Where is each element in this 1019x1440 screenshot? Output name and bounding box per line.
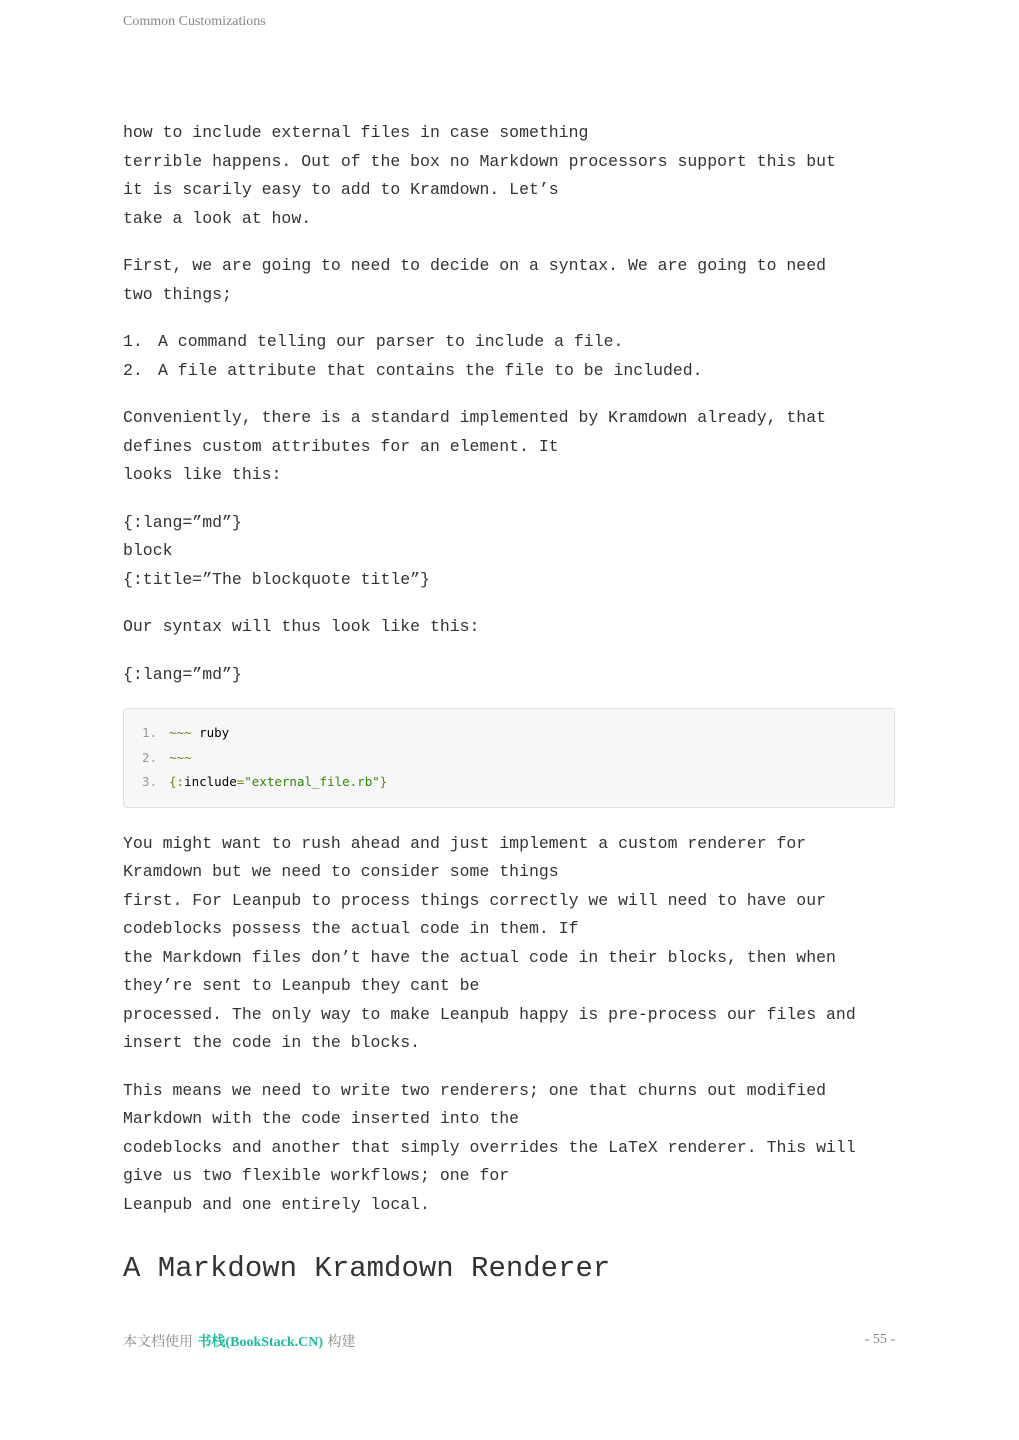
text-line: take a look at how. — [123, 208, 312, 228]
text-line: the Markdown files don’t have the actual code in their blocks, then when — [123, 947, 836, 967]
code-line — [124, 746, 894, 771]
running-header: Common Customizations — [123, 14, 266, 29]
lang-attribute-line: {:lang=”md”} — [123, 664, 242, 684]
text-line: defines custom attributes for an element. It — [123, 436, 559, 456]
code-line — [124, 770, 894, 795]
list-item — [123, 328, 895, 357]
footer-suffix: 构建 — [323, 1334, 356, 1350]
code-string: "external_file.rb" — [244, 774, 380, 789]
syntax-intro-paragraph — [123, 252, 895, 309]
code-fence: ~~~ — [169, 725, 192, 740]
list-text: A command telling our parser to include a file. — [158, 332, 624, 351]
renderers-paragraph — [123, 1077, 895, 1220]
code-text: ruby — [191, 725, 230, 740]
code-line-number: 2. — [142, 749, 158, 765]
code-brace: } — [379, 774, 388, 789]
text-line: processed. The only way to make Leanpub happy is pre-process our files and — [123, 1004, 856, 1024]
text-line: Markdown with the code inserted into the — [123, 1109, 520, 1128]
footer-credit — [123, 1331, 356, 1351]
text-line: {:title=”The blockquote title”} — [123, 569, 430, 589]
intro-paragraph — [123, 119, 895, 233]
text-line: This means we need to write two renderers; one that churns out modified — [123, 1080, 827, 1100]
text-line: codeblocks possess the actual code in them. If — [123, 919, 579, 938]
code-brace: {: — [169, 774, 185, 789]
rush-paragraph — [123, 830, 895, 1058]
code-key: include — [184, 774, 237, 789]
text-line: first. For Leanpub to process things correctly we will need to have our — [123, 890, 827, 910]
text-line: they’re sent to Leanpub they cant be — [123, 976, 480, 995]
code-line — [124, 721, 894, 746]
standard-paragraph — [123, 404, 895, 490]
text-line: Leanpub and one entirely local. — [123, 1194, 430, 1214]
text-line: You might want to rush ahead and just implement a custom renderer for — [123, 833, 807, 853]
text-line: terrible happens. Out of the box no Markdown processors support this but — [123, 151, 836, 171]
footer-prefix: 本文档使用 — [123, 1334, 198, 1350]
list-number: 1. — [123, 332, 143, 351]
section-heading: A Markdown Kramdown Renderer — [123, 1252, 611, 1285]
code-line-number: 1. — [142, 725, 158, 740]
text-line: {:lang=”md”} — [123, 512, 242, 532]
text-line: looks like this: — [123, 465, 282, 484]
text-line: give us two flexible workflows; one for — [123, 1166, 510, 1185]
text-line: First, we are going to need to decide on a syntax. We are going to need — [123, 256, 827, 275]
list-number: 2. — [123, 360, 143, 380]
text-line: how to include external files in case something — [123, 123, 589, 142]
requirements-list — [123, 328, 895, 385]
code-line-number: 3. — [142, 774, 158, 789]
text-line: codeblocks and another that simply overrides the LaTeX renderer. This will — [123, 1137, 856, 1157]
text-line: two things; — [123, 284, 232, 304]
list-text: A file attribute that contains the file to be included. — [158, 360, 703, 380]
text-line: Conveniently, there is a standard implemented by Kramdown already, that — [123, 408, 827, 427]
text-line: Kramdown but we need to consider some things — [123, 862, 559, 881]
text-line: it is scarily easy to add to Kramdown. Let’s — [123, 180, 559, 199]
code-equals: = — [236, 774, 245, 789]
page-number: - 55 - — [864, 1332, 895, 1347]
list-item — [123, 357, 895, 386]
bookstack-link[interactable]: 书栈(BookStack.CN) — [197, 1335, 324, 1350]
code-block — [123, 708, 895, 808]
text-line: block — [123, 541, 173, 560]
page-content — [123, 119, 895, 1289]
our-syntax-paragraph: Our syntax will thus look like this: — [123, 617, 480, 636]
code-fence: ~~~ — [169, 749, 192, 765]
text-line: insert the code in the blocks. — [123, 1033, 421, 1052]
example-attributes — [123, 509, 895, 595]
